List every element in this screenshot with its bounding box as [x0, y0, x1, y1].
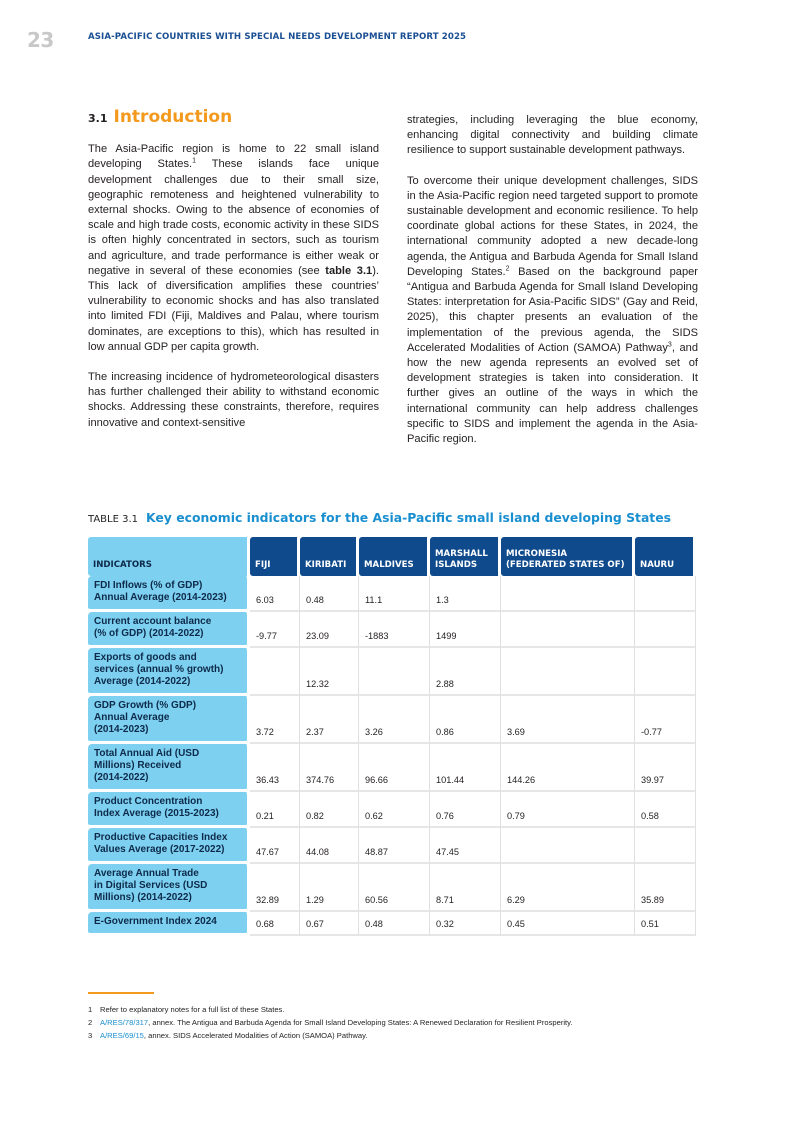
- label-line: Productive Capacities Index: [94, 832, 228, 843]
- cell-fiji: 36.43: [250, 744, 300, 792]
- cell-nauru: 0.58: [635, 792, 696, 828]
- label-line: (2014-2023): [94, 724, 149, 735]
- table-row: [88, 612, 696, 648]
- cell-nauru: [635, 576, 696, 612]
- cell-micronesia: 0.79: [501, 792, 635, 828]
- indicator-label: [88, 792, 250, 828]
- section-number: 3.1: [88, 112, 108, 125]
- section-title: Introduction: [113, 107, 233, 127]
- paragraph: strategies, including leveraging the blue economy, enhancing digital connectivity and building climate resilience to support sustainable development pathways.: [407, 114, 698, 157]
- table-header-row: [88, 537, 696, 576]
- cell-kiribati: 374.76: [300, 744, 359, 792]
- indicator-label: [88, 648, 250, 696]
- label-line: Index Average (2015-2023): [94, 808, 219, 819]
- cell-fiji: 6.03: [250, 576, 300, 612]
- text-run: The Asia-Pacific region is home to 22 small island developing States.: [88, 143, 379, 171]
- indicator-label: [88, 744, 250, 792]
- header-line: MICRONESIA: [506, 549, 568, 559]
- cell-fiji: 3.72: [250, 696, 300, 744]
- table-body: [88, 576, 696, 936]
- cell-kiribati: 44.08: [300, 828, 359, 864]
- footnote-divider: [88, 992, 154, 994]
- label-line: Annual Average (2014-2023): [94, 592, 227, 603]
- label-line: E-Government Index 2024: [94, 916, 217, 927]
- label-line: Exports of goods and: [94, 652, 197, 663]
- cell-micronesia: 0.45: [501, 912, 635, 936]
- cell-nauru: [635, 612, 696, 648]
- section-heading: [88, 107, 379, 127]
- footnote-link[interactable]: A/RES/69/15: [100, 1031, 144, 1040]
- footnote-number: 3: [88, 1031, 93, 1040]
- cell-kiribati: 0.48: [300, 576, 359, 612]
- text-run: To overcome their unique development challenges, SIDS in the Asia-Pacific region need targeted support to promote sustainable development and economic resilience. To help coordinate global actions for these States, in 2024, the international community adopted a new decade-long agenda, the Antigua and Barbuda Agenda for Small Island Developing States.: [407, 174, 698, 278]
- table-row: [88, 576, 696, 612]
- cell-marshall-islands: 101.44: [430, 744, 501, 792]
- column-header-indicators: INDICATORS: [88, 537, 250, 576]
- table-row: [88, 696, 696, 744]
- cell-nauru: 0.51: [635, 912, 696, 936]
- cell-marshall-islands: 0.76: [430, 792, 501, 828]
- label-line: services (annual % growth): [94, 664, 224, 675]
- table-row: [88, 864, 696, 912]
- table-label: TABLE 3.1: [88, 514, 139, 525]
- indicator-label: [88, 864, 250, 912]
- cell-marshall-islands: 2.88: [430, 648, 501, 696]
- cell-micronesia: 3.69: [501, 696, 635, 744]
- page-number: 23: [27, 28, 54, 52]
- label-line: (% of GDP) (2014-2022): [94, 628, 204, 639]
- cell-maldives: 60.56: [359, 864, 430, 912]
- running-header: ASIA-PACIFIC COUNTRIES WITH SPECIAL NEEDS DEVELOPMENT REPORT 2025: [88, 32, 467, 42]
- label-line: Annual Average: [94, 712, 170, 723]
- column-header-marshall-islands: [430, 537, 501, 576]
- cell-maldives: 96.66: [359, 744, 430, 792]
- indicator-label: [88, 912, 250, 936]
- cell-fiji: -9.77: [250, 612, 300, 648]
- cell-nauru: [635, 828, 696, 864]
- cell-micronesia: 6.29: [501, 864, 635, 912]
- column-header-maldives: MALDIVES: [359, 537, 430, 576]
- cell-maldives: 0.62: [359, 792, 430, 828]
- header-line: ISLANDS: [435, 560, 478, 570]
- cell-marshall-islands: 1.3: [430, 576, 501, 612]
- cell-fiji: 0.68: [250, 912, 300, 936]
- cell-maldives: 48.87: [359, 828, 430, 864]
- footnotes: [88, 1003, 573, 1042]
- indicator-label: [88, 696, 250, 744]
- cell-micronesia: [501, 828, 635, 864]
- column-header-micronesia: [501, 537, 635, 576]
- table-row: [88, 912, 696, 936]
- cell-maldives: [359, 648, 430, 696]
- cell-nauru: 39.97: [635, 744, 696, 792]
- label-line: Product Concentration: [94, 796, 203, 807]
- indicator-label: [88, 828, 250, 864]
- label-line: Millions) Received: [94, 760, 182, 771]
- table-row: [88, 792, 696, 828]
- cell-kiribati: 12.32: [300, 648, 359, 696]
- table-row: [88, 744, 696, 792]
- label-line: Average Annual Trade: [94, 868, 199, 879]
- paragraph: The increasing incidence of hydrometeorological disasters has further challenged their ability to withstand economic shocks. Addressing these constraints, therefore, requires innovative and context-sensitive: [88, 371, 379, 429]
- cell-fiji: [250, 648, 300, 696]
- cell-kiribati: 2.37: [300, 696, 359, 744]
- footnote-ref-1[interactable]: 1: [192, 157, 196, 165]
- footnote: [88, 1016, 573, 1029]
- footnote-number: 2: [88, 1018, 93, 1027]
- cell-kiribati: 23.09: [300, 612, 359, 648]
- label-line: Current account balance: [94, 616, 212, 627]
- cell-micronesia: [501, 612, 635, 648]
- cell-fiji: 0.21: [250, 792, 300, 828]
- body-column-left: [88, 107, 380, 446]
- cell-nauru: -0.77: [635, 696, 696, 744]
- text-run: , and how the new agenda represents an evolved set of development strategies is taken into consideration. It further gives an outline of the ways in which the international community can help address challenges specific to SIDS and implement the agenda in the Asia-Pacific region.: [407, 341, 698, 446]
- footnote-ref-3[interactable]: 3: [667, 341, 672, 349]
- cell-micronesia: [501, 576, 635, 612]
- cell-fiji: 47.67: [250, 828, 300, 864]
- footnote: [88, 1003, 573, 1016]
- label-line: GDP Growth (% GDP): [94, 700, 197, 711]
- label-line: (2014-2022): [94, 772, 149, 783]
- cell-micronesia: [501, 648, 635, 696]
- cell-marshall-islands: 0.32: [430, 912, 501, 936]
- text-run: ). This lack of diversification amplifies these countries’ vulnerability to economic shocks and has also translated into limited FDI (Fiji, Maldives and Palau, where tourism dominates, are exceptions to this), which has resulted in low annual GDP per capita growth.: [88, 264, 379, 353]
- footnote-text: , annex. The Antigua and Barbuda Agenda for Small Island Developing States: A Renewed Declaration for Resilient Prosperity.: [148, 1018, 573, 1027]
- cell-marshall-islands: 1499: [430, 612, 501, 648]
- table-row: [88, 828, 696, 864]
- cell-micronesia: 144.26: [501, 744, 635, 792]
- cell-kiribati: 0.82: [300, 792, 359, 828]
- paragraph: [407, 174, 698, 448]
- text-run: Based on the background paper “Antigua and Barbuda Agenda for Small Island Developing States: interpretation for Asia-Pacific SIDS” (Gay and Reid, 2025), this chapter presents an evaluation of the implementation of the previous agenda, the SIDS Accelerated Modalities of Action (SAMOA) Pathway: [407, 265, 698, 354]
- indicators-table: [88, 537, 696, 936]
- cell-marshall-islands: 47.45: [430, 828, 501, 864]
- label-line: Average (2014-2022): [94, 676, 191, 687]
- header-line: MARSHALL: [435, 549, 488, 559]
- body-column-right: [407, 113, 698, 462]
- cell-maldives: 3.26: [359, 696, 430, 744]
- cell-kiribati: 0.67: [300, 912, 359, 936]
- cell-maldives: -1883: [359, 612, 430, 648]
- cell-marshall-islands: 8.71: [430, 864, 501, 912]
- footnote-text: Refer to explanatory notes for a full list of these States.: [100, 1005, 285, 1014]
- text-run: These islands face unique development challenges due to their small size, geographic remoteness and heightened vulnerability to external shocks. Owing to the absence of economies of scale and high trade costs, economic activity in these SIDS is often highly concentrated in sectors, such as tourism and agriculture, and trade performance is either weak or negative in several of these economies (see: [88, 158, 380, 277]
- header-line: (FEDERATED STATES OF): [506, 560, 625, 570]
- table-title: Key economic indicators for the Asia-Pacific small island developing States: [146, 510, 672, 525]
- footnote-text: , annex. SIDS Accelerated Modalities of Action (SAMOA) Pathway.: [143, 1031, 368, 1040]
- cell-nauru: 35.89: [635, 864, 696, 912]
- label-line: Millions) (2014-2022): [94, 892, 192, 903]
- label-line: FDI Inflows (% of GDP): [94, 580, 203, 591]
- table-row: [88, 648, 696, 696]
- cell-fiji: 32.89: [250, 864, 300, 912]
- cell-maldives: 11.1: [359, 576, 430, 612]
- cell-maldives: 0.48: [359, 912, 430, 936]
- footnote-ref-2[interactable]: 2: [505, 265, 510, 273]
- cell-marshall-islands: 0.86: [430, 696, 501, 744]
- footnote-link[interactable]: A/RES/78/317: [100, 1018, 149, 1027]
- table-caption: [88, 510, 671, 525]
- indicator-label: [88, 576, 250, 612]
- paragraph: [88, 142, 379, 355]
- label-line: in Digital Services (USD: [94, 880, 208, 891]
- table-reference-link[interactable]: table 3.1: [325, 264, 373, 277]
- label-line: Total Annual Aid (USD: [94, 748, 200, 759]
- footnote: [88, 1029, 573, 1042]
- label-line: Values Average (2017-2022): [94, 844, 225, 855]
- column-header-fiji: FIJI: [250, 537, 300, 576]
- footnote-number: 1: [88, 1005, 93, 1014]
- column-header-nauru: NAURU: [635, 537, 696, 576]
- column-header-kiribati: KIRIBATI: [300, 537, 359, 576]
- indicator-label: [88, 612, 250, 648]
- cell-kiribati: 1.29: [300, 864, 359, 912]
- cell-nauru: [635, 648, 696, 696]
